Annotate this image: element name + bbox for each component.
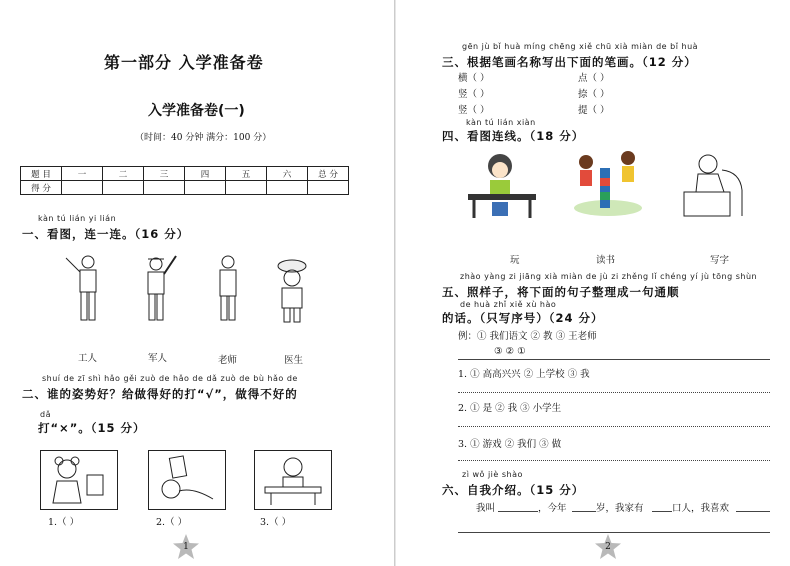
q5-example-answer: ③ ② ① bbox=[494, 346, 526, 357]
lying-reader-icon bbox=[149, 451, 225, 509]
q4-heading: 四、看图连线。（18 分） bbox=[442, 129, 585, 143]
stroke-item[interactable]: 横（ ） bbox=[458, 73, 490, 84]
right-page bbox=[396, 0, 790, 566]
q5-item-1: 1. ① 高高兴兴 ② 上学校 ③ 我 bbox=[458, 369, 590, 380]
score-table-header-row bbox=[21, 167, 349, 181]
q6-heading: 六、自我介绍。（15 分） bbox=[442, 483, 585, 497]
name-blank[interactable] bbox=[498, 511, 538, 512]
boy-reading-icon bbox=[466, 150, 540, 220]
doctor-figure-icon bbox=[270, 258, 314, 324]
answer-line[interactable] bbox=[458, 460, 770, 461]
q5-example: 例：① 我们语文 ② 教 ③ 王老师 bbox=[458, 331, 597, 342]
stroke-item[interactable]: 竖（ ） bbox=[458, 105, 490, 116]
score-cell: 五 bbox=[226, 167, 267, 181]
posture-picture-1 bbox=[40, 450, 118, 510]
score-cell: 总 分 bbox=[308, 167, 349, 181]
q5-heading-1: 五、照样子，将下面的句子整理成一句通顺 bbox=[442, 285, 680, 299]
hobby-blank[interactable] bbox=[736, 511, 770, 512]
label-soldier: 军人 bbox=[148, 353, 168, 364]
teacher-figure-icon bbox=[208, 252, 248, 324]
stroke-item[interactable]: 捺（ ） bbox=[578, 89, 610, 100]
intro-part: 口人，我喜欢 bbox=[672, 503, 730, 514]
stroke-item[interactable]: 提（ ） bbox=[578, 105, 610, 116]
score-table-score-row bbox=[21, 181, 349, 195]
page-number-left: 1 bbox=[183, 542, 189, 552]
q5-item-2: 2. ① 是 ② 我 ③ 小学生 bbox=[458, 403, 562, 414]
score-input-cell[interactable] bbox=[308, 181, 349, 195]
score-cell: 一 bbox=[62, 167, 103, 181]
label-read: 读书 bbox=[596, 255, 616, 266]
score-cell: 二 bbox=[103, 167, 144, 181]
q5-item-3: 3. ① 游戏 ② 我们 ③ 做 bbox=[458, 439, 562, 450]
stroke-item[interactable]: 竖（ ） bbox=[458, 89, 490, 100]
q5-heading-2: 的话。（只写序号）（24 分） bbox=[442, 311, 604, 325]
exam-info: （时间：40 分钟 满分：100 分） bbox=[135, 133, 272, 143]
worker-figure-icon bbox=[58, 252, 114, 324]
score-cell: 三 bbox=[144, 167, 185, 181]
intro-part: 我叫 bbox=[476, 503, 496, 514]
intro-part: 岁，我家有 bbox=[596, 503, 644, 514]
answer-line[interactable] bbox=[458, 359, 770, 360]
exam-title: 入学准备卷(一) bbox=[148, 103, 245, 119]
age-blank[interactable] bbox=[572, 511, 596, 512]
q2-pinyin-2: dǎ bbox=[40, 410, 51, 419]
posture-answer-3[interactable]: 3.（ ） bbox=[260, 517, 292, 528]
intro-part: ，今年 bbox=[538, 503, 567, 514]
answer-line[interactable] bbox=[458, 392, 770, 393]
score-input-cell[interactable] bbox=[103, 181, 144, 195]
score-input-cell[interactable] bbox=[267, 181, 308, 195]
girl-reading-icon bbox=[41, 451, 117, 509]
score-input-cell[interactable] bbox=[226, 181, 267, 195]
label-play: 玩 bbox=[510, 255, 520, 266]
posture-picture-3 bbox=[254, 450, 332, 510]
label-doctor: 医生 bbox=[284, 355, 304, 366]
family-blank[interactable] bbox=[652, 511, 672, 512]
q6-pinyin: zì wǒ jiè shào bbox=[462, 470, 523, 479]
label-write: 写字 bbox=[710, 255, 730, 266]
posture-picture-2 bbox=[148, 450, 226, 510]
q5-pinyin-2: de huà zhǐ xiě xù hào bbox=[460, 300, 557, 309]
part-title: 第一部分 入学准备卷 bbox=[104, 53, 264, 72]
score-input-cell[interactable] bbox=[62, 181, 103, 195]
answer-line[interactable] bbox=[458, 426, 770, 427]
label-worker: 工人 bbox=[78, 353, 98, 364]
posture-answer-1[interactable]: 1.（ ） bbox=[48, 517, 80, 528]
q3-pinyin: gēn jù bǐ huà míng chēng xiě chū xià miàn de bǐ huà bbox=[462, 42, 699, 51]
posture-answer-2[interactable]: 2.（ ） bbox=[156, 517, 188, 528]
score-cell: 六 bbox=[267, 167, 308, 181]
score-cell: 题 目 bbox=[21, 167, 62, 181]
girl-writing-icon bbox=[255, 451, 331, 509]
q2-pinyin-1: shuí de zī shì hǎo gěi zuò de hǎo de dǎ zuò de bù hǎo de bbox=[42, 374, 298, 383]
q2-heading-1: 二、谁的姿势好？给做得好的打“√”，做得不好的 bbox=[22, 387, 298, 401]
kids-playing-icon bbox=[570, 148, 644, 220]
q1-pinyin: kàn tú lián yi lián bbox=[38, 214, 117, 223]
score-cell: 得 分 bbox=[21, 181, 62, 195]
score-table bbox=[20, 166, 349, 195]
score-input-cell[interactable] bbox=[185, 181, 226, 195]
person-writing-icon bbox=[682, 150, 748, 220]
stroke-item[interactable]: 点（ ） bbox=[578, 73, 610, 84]
q4-pinyin: kàn tú lián xiàn bbox=[466, 118, 536, 127]
page-number-right: 2 bbox=[605, 542, 611, 552]
score-cell: 四 bbox=[185, 167, 226, 181]
q5-pinyin-1: zhào yàng zi jiāng xià miàn de jù zi zhěng lǐ chéng yí jù tōng shùn bbox=[460, 272, 758, 281]
label-teacher: 老师 bbox=[218, 355, 238, 366]
soldier-figure-icon bbox=[130, 252, 186, 324]
score-input-cell[interactable] bbox=[144, 181, 185, 195]
q3-heading: 三、根据笔画名称写出下面的笔画。（12 分） bbox=[442, 55, 697, 69]
q2-heading-2: 打“×”。（15 分） bbox=[38, 421, 146, 435]
q1-heading: 一、看图，连一连。（16 分） bbox=[22, 227, 190, 241]
